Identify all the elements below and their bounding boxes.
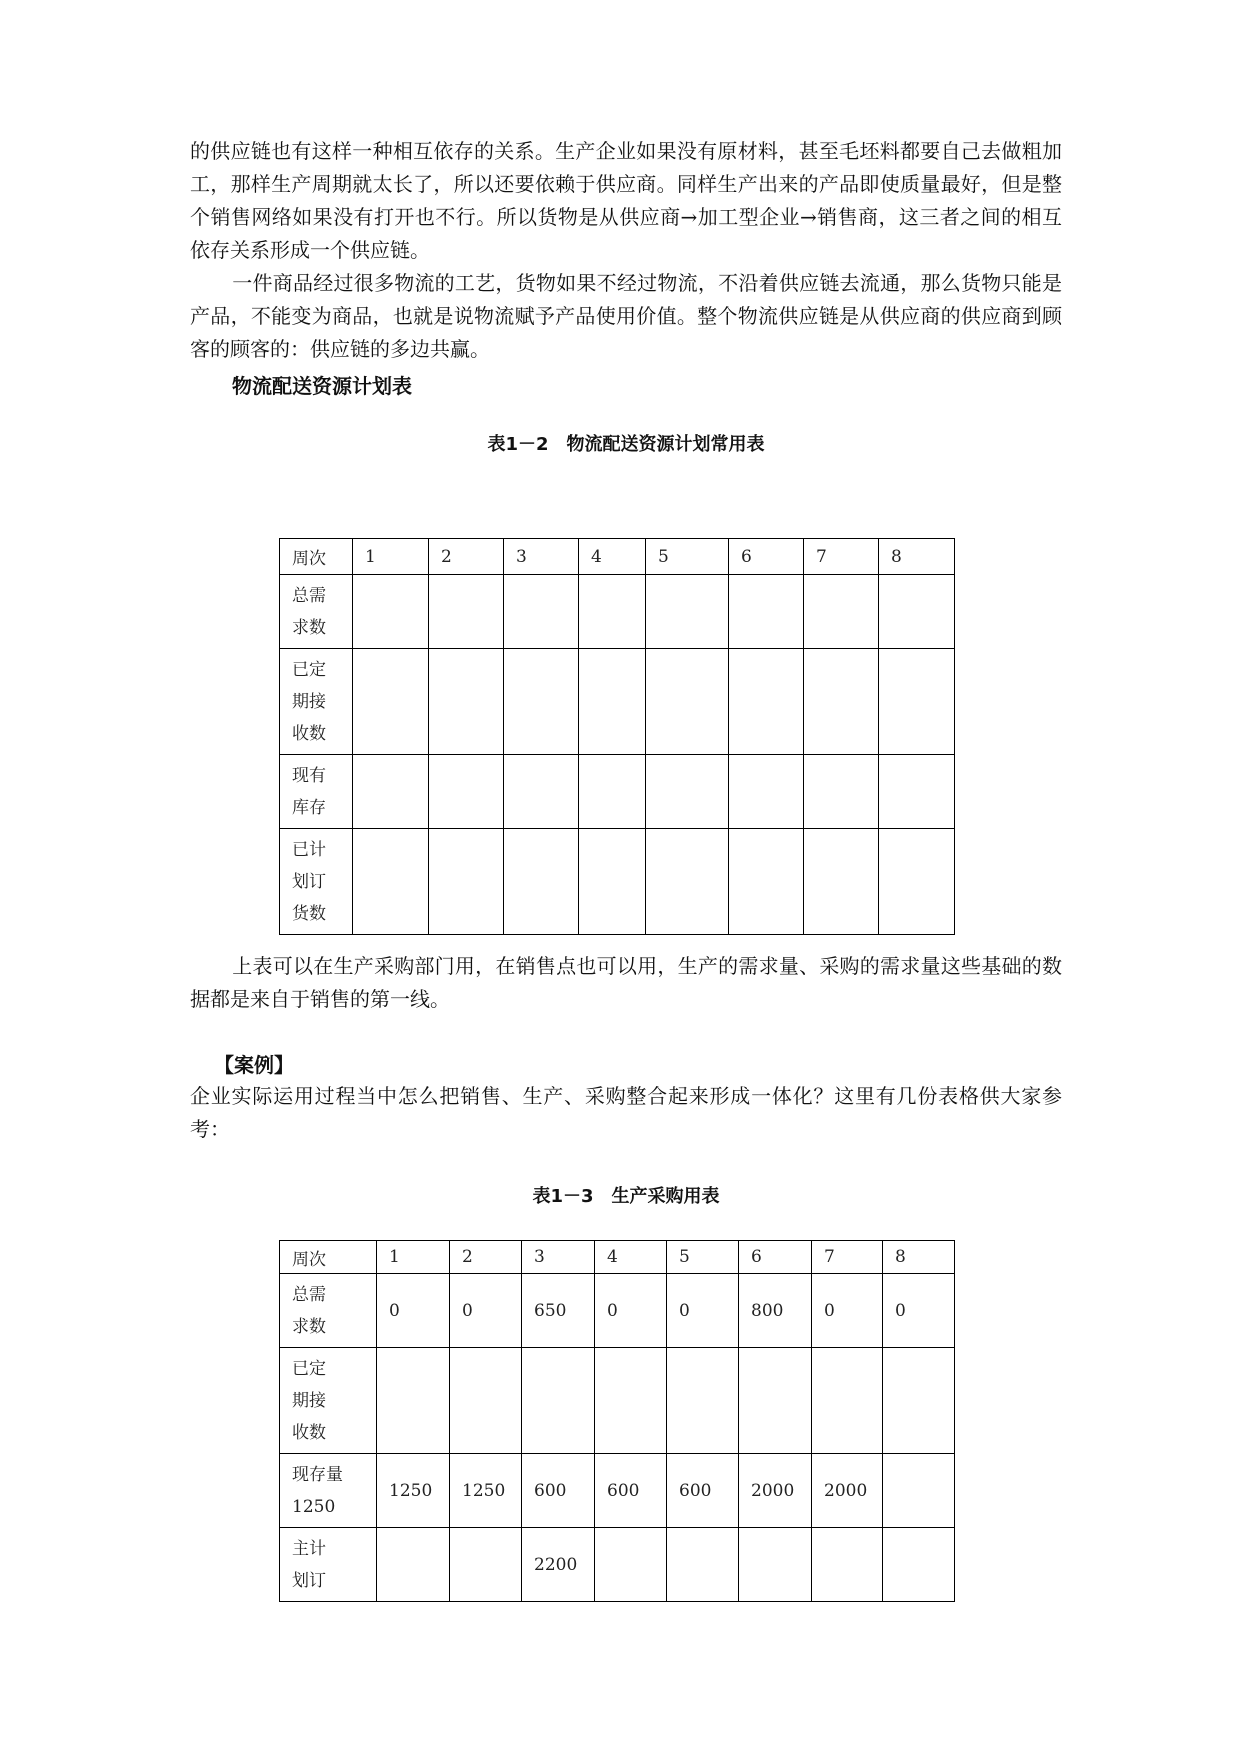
row-label-line: 已定 xyxy=(292,1358,326,1379)
row-label-line: 划订 xyxy=(292,1570,326,1591)
paragraph-logistics-value xyxy=(190,267,1062,366)
table-cell: 2000 xyxy=(739,1454,812,1528)
section-heading: 物流配送资源计划表 xyxy=(232,374,412,398)
row-label-line: 总需 xyxy=(292,1284,326,1305)
table-cell: 0 xyxy=(667,1274,739,1348)
table-cell: 650 xyxy=(522,1274,595,1348)
table-cell xyxy=(504,649,579,755)
row-label-line: 总需 xyxy=(292,585,326,606)
row-label-line: 期接 xyxy=(292,1390,326,1411)
table-cell xyxy=(883,1454,955,1528)
table-cell: 600 xyxy=(667,1454,739,1528)
table-cell xyxy=(579,575,646,649)
table-cell xyxy=(646,649,729,755)
table-cell xyxy=(879,575,955,649)
table-cell xyxy=(353,575,429,649)
table-cell xyxy=(667,1528,739,1602)
header-cell-week-7: 7 xyxy=(812,1241,883,1274)
table-row xyxy=(280,575,955,649)
paragraph-table-usage xyxy=(190,950,1062,1016)
table-cell: 2200 xyxy=(522,1528,595,1602)
table-cell xyxy=(377,1348,450,1454)
header-cell-week-5: 5 xyxy=(646,539,729,575)
row-label-cell xyxy=(280,1348,377,1454)
table-cell xyxy=(804,575,879,649)
table-cell xyxy=(729,575,804,649)
row-label-line: 已定 xyxy=(292,659,326,680)
table-header-row xyxy=(280,1241,955,1274)
table-cell xyxy=(504,829,579,935)
table-cell xyxy=(429,649,504,755)
table-cell xyxy=(667,1348,739,1454)
table-row xyxy=(280,755,955,829)
row-label-line: 1250 xyxy=(292,1496,336,1517)
row-label-line: 现有 xyxy=(292,765,326,786)
row-label-line: 求数 xyxy=(292,617,326,638)
table-cell xyxy=(377,1528,450,1602)
row-label-cell xyxy=(280,1528,377,1602)
table-cell xyxy=(595,1528,667,1602)
header-cell-week-8: 8 xyxy=(883,1241,955,1274)
header-cell-week-5: 5 xyxy=(667,1241,739,1274)
table-cell xyxy=(729,829,804,935)
table-row xyxy=(280,1528,955,1602)
row-label-line: 划订 xyxy=(292,871,326,892)
row-label-cell xyxy=(280,649,353,755)
header-cell-week-4: 4 xyxy=(579,539,646,575)
row-label-cell xyxy=(280,1454,377,1528)
table-cell: 800 xyxy=(739,1274,812,1348)
table-row xyxy=(280,1274,955,1348)
table-cell xyxy=(646,829,729,935)
row-label-cell xyxy=(280,575,353,649)
header-cell-week-2: 2 xyxy=(429,539,504,575)
table-cell xyxy=(729,649,804,755)
row-label-cell xyxy=(280,829,353,935)
table-cell xyxy=(879,755,955,829)
table-cell xyxy=(879,829,955,935)
paragraph-text: 的供应链也有这样一种相互依存的关系。生产企业如果没有原材料，甚至毛坯料都要自己去做粗加工，那样生产周期就太长了，所以还要依赖于供应商。同样生产出来的产品即使质量最好，但是整个销售网络如果没有打开也不行。所以货物是从供应商→加工型企业→销售商，这三者之间的相互依存关系形成一个供应链。 xyxy=(190,139,1062,262)
table-cell xyxy=(646,755,729,829)
table-cell xyxy=(804,649,879,755)
table-cell xyxy=(879,649,955,755)
table-cell: 0 xyxy=(450,1274,522,1348)
paragraph-text: 企业实际运用过程当中怎么把销售、生产、采购整合起来形成一体化？这里有几份表格供大家参考： xyxy=(190,1084,1062,1141)
table-cell xyxy=(353,755,429,829)
table-cell xyxy=(883,1528,955,1602)
table2-caption: 表1－3 生产采购用表 xyxy=(532,1186,720,1207)
table-cell xyxy=(429,829,504,935)
header-cell-week-1: 1 xyxy=(377,1241,450,1274)
table-cell xyxy=(646,575,729,649)
row-label-line: 求数 xyxy=(292,1316,326,1337)
table-cell xyxy=(812,1348,883,1454)
header-cell-week-6: 6 xyxy=(729,539,804,575)
table-row xyxy=(280,649,955,755)
row-label-line: 期接 xyxy=(292,691,326,712)
table-cell xyxy=(450,1528,522,1602)
table-cell: 2000 xyxy=(812,1454,883,1528)
table-cell xyxy=(450,1348,522,1454)
table-cell xyxy=(739,1528,812,1602)
table-distribution-plan xyxy=(279,538,955,935)
table-row xyxy=(280,829,955,935)
table-cell xyxy=(353,649,429,755)
row-label-line: 收数 xyxy=(292,723,326,744)
table-cell xyxy=(595,1348,667,1454)
table1-caption: 表1－2 物流配送资源计划常用表 xyxy=(487,434,765,455)
table-cell xyxy=(804,755,879,829)
case-heading: 【案例】 xyxy=(214,1053,294,1077)
header-cell-week-6: 6 xyxy=(739,1241,812,1274)
row-label-cell xyxy=(280,1274,377,1348)
paragraph-supply-chain-intro xyxy=(190,135,1062,267)
table-cell xyxy=(883,1348,955,1454)
table-production-purchase xyxy=(279,1240,955,1602)
table-cell: 600 xyxy=(595,1454,667,1528)
header-cell-week-3: 3 xyxy=(522,1241,595,1274)
table-cell xyxy=(353,829,429,935)
row-label-line: 现存量 xyxy=(292,1464,343,1485)
row-label-line: 库存 xyxy=(292,797,326,818)
row-label-line: 主计 xyxy=(292,1538,326,1559)
row-label-line: 货数 xyxy=(292,903,326,924)
table-row xyxy=(280,1454,955,1528)
row-label-line: 收数 xyxy=(292,1422,326,1443)
header-cell-week-4: 4 xyxy=(595,1241,667,1274)
row-label-line: 已计 xyxy=(292,839,326,860)
table-cell xyxy=(504,575,579,649)
table-cell: 0 xyxy=(595,1274,667,1348)
header-cell-week-3: 3 xyxy=(504,539,579,575)
table-cell xyxy=(429,575,504,649)
table-cell: 0 xyxy=(377,1274,450,1348)
paragraph-text: 一件商品经过很多物流的工艺，货物如果不经过物流，不沿着供应链去流通，那么货物只能是产品，不能变为商品，也就是说物流赋予产品使用价值。整个物流供应链是从供应商的供应商到顾客的顾客的：供应链的多边共赢。 xyxy=(190,271,1062,361)
table-cell xyxy=(812,1528,883,1602)
table-cell xyxy=(739,1348,812,1454)
table-cell xyxy=(504,755,579,829)
header-cell-week: 周次 xyxy=(280,539,353,575)
table-cell xyxy=(804,829,879,935)
table-cell: 0 xyxy=(883,1274,955,1348)
table-row xyxy=(280,1348,955,1454)
table-cell xyxy=(579,755,646,829)
table-cell: 1250 xyxy=(377,1454,450,1528)
table-cell xyxy=(579,829,646,935)
header-cell-week-2: 2 xyxy=(450,1241,522,1274)
paragraph-case-intro xyxy=(190,1080,1062,1146)
table-cell: 600 xyxy=(522,1454,595,1528)
table-cell xyxy=(522,1348,595,1454)
table-cell: 1250 xyxy=(450,1454,522,1528)
paragraph-text: 上表可以在生产采购部门用，在销售点也可以用，生产的需求量、采购的需求量这些基础的数据都是来自于销售的第一线。 xyxy=(190,954,1062,1011)
table-cell xyxy=(429,755,504,829)
header-cell-week-1: 1 xyxy=(353,539,429,575)
header-cell-week: 周次 xyxy=(280,1241,377,1274)
table-cell: 0 xyxy=(812,1274,883,1348)
table-header-row xyxy=(280,539,955,575)
row-label-cell xyxy=(280,755,353,829)
header-cell-week-8: 8 xyxy=(879,539,955,575)
header-cell-week-7: 7 xyxy=(804,539,879,575)
table-cell xyxy=(729,755,804,829)
table-cell xyxy=(579,649,646,755)
